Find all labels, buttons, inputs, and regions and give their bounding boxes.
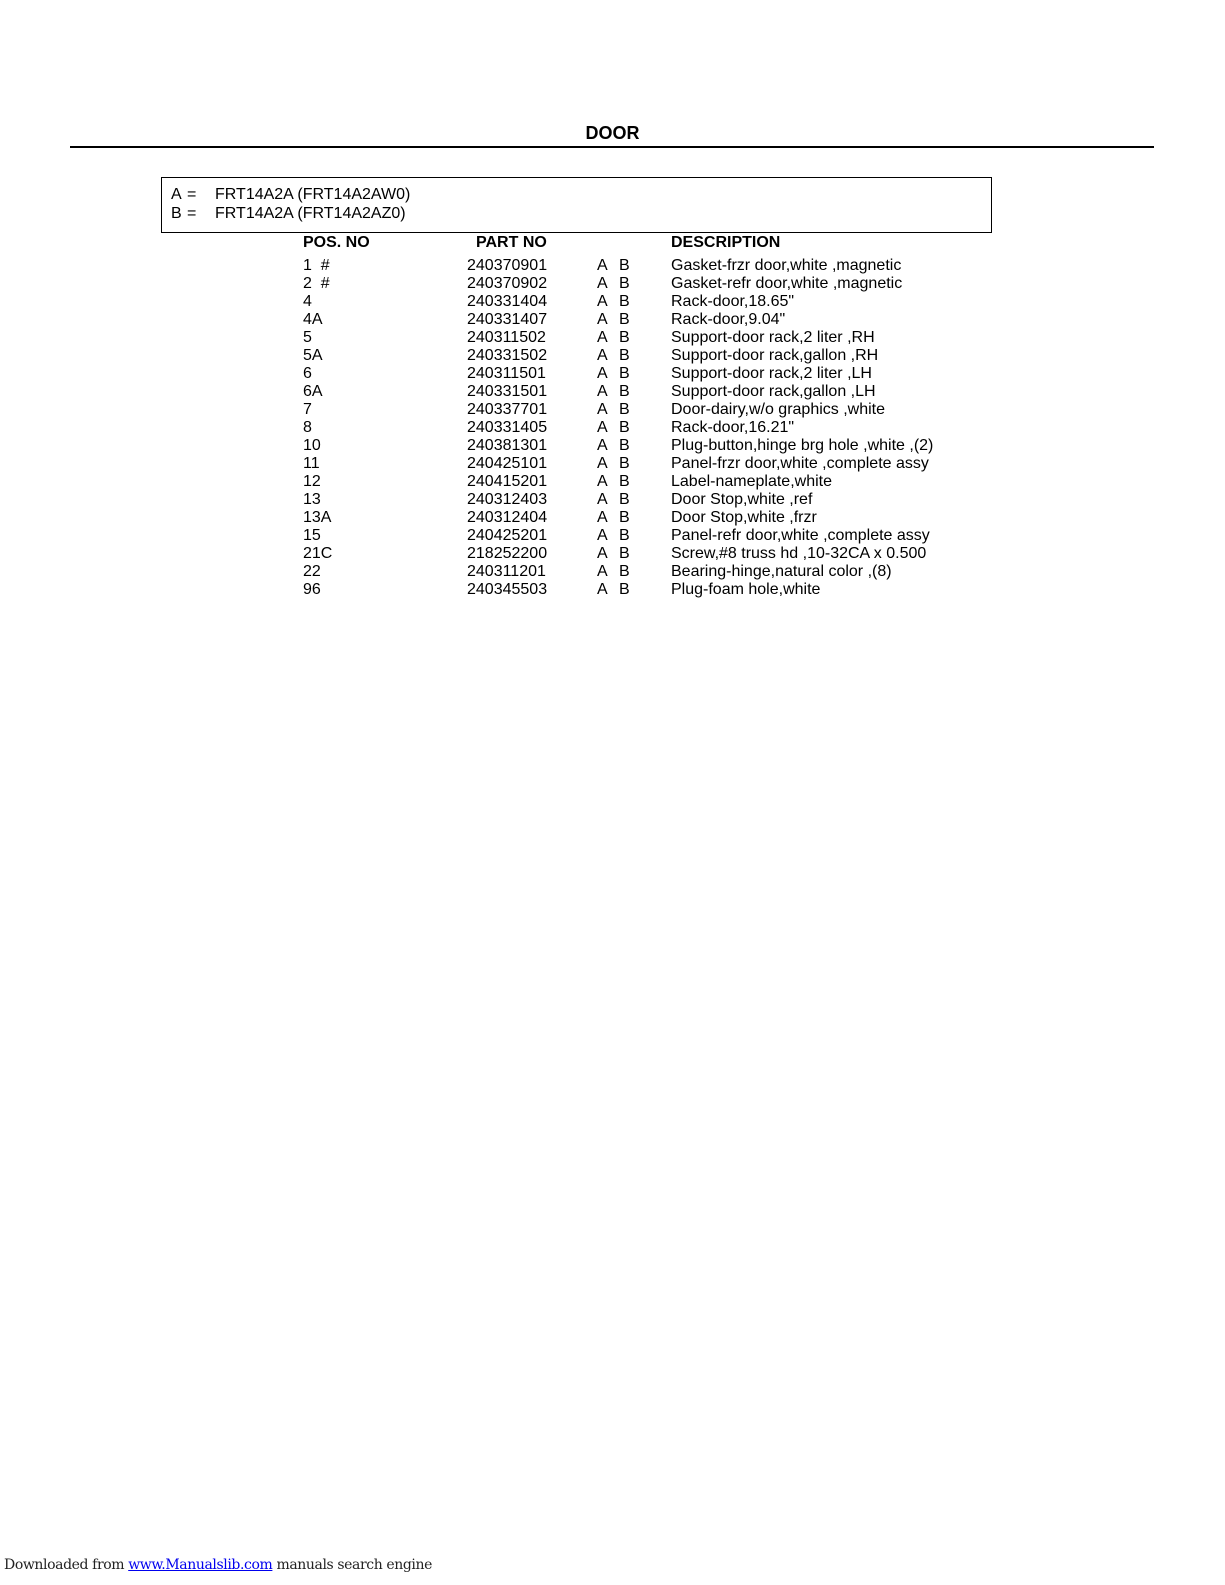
description-cell: Support-door rack,gallon ,RH	[671, 347, 879, 364]
pos-no-cell: 10	[303, 437, 321, 454]
model-b-cell: B	[619, 383, 630, 400]
table-row	[0, 473, 1225, 491]
description-cell: Label-nameplate,white	[671, 473, 832, 490]
model-a-cell: A	[597, 293, 608, 310]
description-cell: Plug-foam hole,white	[671, 581, 821, 598]
part-no-cell: 240311501	[467, 365, 546, 382]
table-row	[0, 329, 1225, 347]
model-eq: =	[187, 205, 197, 222]
model-a-cell: A	[597, 329, 608, 346]
model-a-cell: A	[597, 545, 608, 562]
model-a-cell: A	[597, 347, 608, 364]
description-cell: Panel-refr door,white ,complete assy	[671, 527, 930, 544]
model-a-cell: A	[597, 311, 608, 328]
model-b-cell: B	[619, 293, 630, 310]
part-no-cell: 240345503	[467, 581, 548, 598]
description-cell: Gasket-refr door,white ,magnetic	[671, 275, 903, 292]
title-divider	[70, 146, 1154, 148]
table-row	[0, 419, 1225, 437]
table-row	[0, 293, 1225, 311]
model-a-cell: A	[597, 491, 608, 508]
model-a-cell: A	[597, 473, 608, 490]
table-row	[0, 437, 1225, 455]
part-no-cell: 240312403	[467, 491, 548, 508]
pos-no-cell: 6A	[303, 383, 323, 400]
part-no-cell: 240337701	[467, 401, 548, 418]
part-no-cell: 240311502	[467, 329, 546, 346]
table-row	[0, 383, 1225, 401]
description-cell: Door Stop,white ,frzr	[671, 509, 817, 526]
part-no-cell: 218252200	[467, 545, 548, 562]
part-no-cell: 240331502	[467, 347, 548, 364]
description-cell: Panel-frzr door,white ,complete assy	[671, 455, 929, 472]
model-legend-box	[161, 177, 992, 233]
header-description: DESCRIPTION	[671, 234, 781, 251]
pos-no-cell: 8	[303, 419, 312, 436]
model-b-cell: B	[619, 473, 630, 490]
model-a-cell: A	[597, 401, 608, 418]
model-legend-a	[171, 185, 991, 204]
pos-no-cell: 13A	[303, 509, 332, 526]
model-legend-b	[171, 204, 991, 223]
model-a-cell: A	[597, 275, 608, 292]
model-a-cell: A	[597, 437, 608, 454]
header-part-no: PART NO	[476, 234, 547, 251]
model-key: B	[171, 205, 182, 222]
model-a-cell: A	[597, 581, 608, 598]
pos-no-cell: 11	[303, 455, 320, 472]
part-no-cell: 240381301	[467, 437, 548, 454]
model-value: FRT14A2A (FRT14A2AZ0)	[215, 205, 406, 222]
header-pos-no: POS. NO	[303, 234, 370, 251]
description-cell: Rack-door,16.21"	[671, 419, 795, 436]
model-b-cell: B	[619, 527, 630, 544]
pos-no-cell: 1 #	[303, 257, 330, 274]
table-row	[0, 311, 1225, 329]
model-b-cell: B	[619, 419, 630, 436]
model-a-cell: A	[597, 383, 608, 400]
pos-no-cell: 12	[303, 473, 321, 490]
model-b-cell: B	[619, 275, 630, 292]
description-cell: Door Stop,white ,ref	[671, 491, 813, 508]
description-cell: Rack-door,9.04"	[671, 311, 786, 328]
pos-no-cell: 96	[303, 581, 321, 598]
pos-no-cell: 6	[303, 365, 312, 382]
pos-no-cell: 2 #	[303, 275, 330, 292]
part-no-cell: 240311201	[467, 563, 546, 580]
description-cell: Door-dairy,w/o graphics ,white	[671, 401, 886, 418]
model-eq: =	[187, 186, 197, 203]
model-b-cell: B	[619, 401, 630, 418]
model-b-cell: B	[619, 491, 630, 508]
pos-no-cell: 5A	[303, 347, 323, 364]
model-b-cell: B	[619, 257, 630, 274]
description-cell: Bearing-hinge,natural color ,(8)	[671, 563, 892, 580]
manualslib-link[interactable]: www.Manualslib.com	[128, 1557, 273, 1573]
table-row	[0, 347, 1225, 365]
footer-prefix: Downloaded from	[4, 1557, 129, 1573]
model-b-cell: B	[619, 329, 630, 346]
table-row	[0, 275, 1225, 293]
table-row	[0, 257, 1225, 275]
description-cell: Plug-button,hinge brg hole ,white ,(2)	[671, 437, 934, 454]
table-row	[0, 491, 1225, 509]
description-cell: Rack-door,18.65"	[671, 293, 795, 310]
model-b-cell: B	[619, 581, 630, 598]
footer-suffix: manuals search engine	[272, 1557, 433, 1573]
model-b-cell: B	[619, 347, 630, 364]
description-cell: Support-door rack,2 liter ,LH	[671, 365, 872, 382]
table-row	[0, 563, 1225, 581]
pos-no-cell: 13	[303, 491, 321, 508]
model-b-cell: B	[619, 455, 630, 472]
description-cell: Screw,#8 truss hd ,10-32CA x 0.500	[671, 545, 927, 562]
pos-no-cell: 22	[303, 563, 321, 580]
model-b-cell: B	[619, 563, 630, 580]
part-no-cell: 240370901	[467, 257, 548, 274]
pos-no-cell: 4	[303, 293, 312, 310]
part-no-cell: 240331405	[467, 419, 548, 436]
part-no-cell: 240331404	[467, 293, 548, 310]
table-row	[0, 455, 1225, 473]
model-a-cell: A	[597, 563, 608, 580]
model-b-cell: B	[619, 545, 630, 562]
model-a-cell: A	[597, 419, 608, 436]
model-a-cell: A	[597, 257, 608, 274]
table-row	[0, 545, 1225, 563]
table-row	[0, 365, 1225, 383]
part-no-cell: 240312404	[467, 509, 548, 526]
part-no-cell: 240425201	[467, 527, 548, 544]
pos-no-cell: 4A	[303, 311, 323, 328]
table-row	[0, 509, 1225, 527]
model-b-cell: B	[619, 437, 630, 454]
model-b-cell: B	[619, 509, 630, 526]
model-b-cell: B	[619, 365, 630, 382]
part-no-cell: 240415201	[467, 473, 548, 490]
model-value: FRT14A2A (FRT14A2AW0)	[215, 186, 411, 203]
part-no-cell: 240370902	[467, 275, 548, 292]
pos-no-cell: 21C	[303, 545, 333, 562]
model-a-cell: A	[597, 455, 608, 472]
description-cell: Support-door rack,2 liter ,RH	[671, 329, 875, 346]
part-no-cell: 240331407	[467, 311, 548, 328]
parts-rows	[0, 257, 1225, 599]
table-row	[0, 401, 1225, 419]
pos-no-cell: 5	[303, 329, 312, 346]
pos-no-cell: 15	[303, 527, 321, 544]
description-cell: Gasket-frzr door,white ,magnetic	[671, 257, 902, 274]
model-a-cell: A	[597, 509, 608, 526]
model-a-cell: A	[597, 365, 608, 382]
footer	[4, 1557, 432, 1573]
description-cell: Support-door rack,gallon ,LH	[671, 383, 876, 400]
model-b-cell: B	[619, 311, 630, 328]
part-no-cell: 240425101	[467, 455, 548, 472]
page-title: DOOR	[585, 123, 640, 143]
table-row	[0, 581, 1225, 599]
table-row	[0, 527, 1225, 545]
model-key: A	[171, 186, 182, 203]
part-no-cell: 240331501	[467, 383, 548, 400]
pos-no-cell: 7	[303, 401, 312, 418]
model-a-cell: A	[597, 527, 608, 544]
